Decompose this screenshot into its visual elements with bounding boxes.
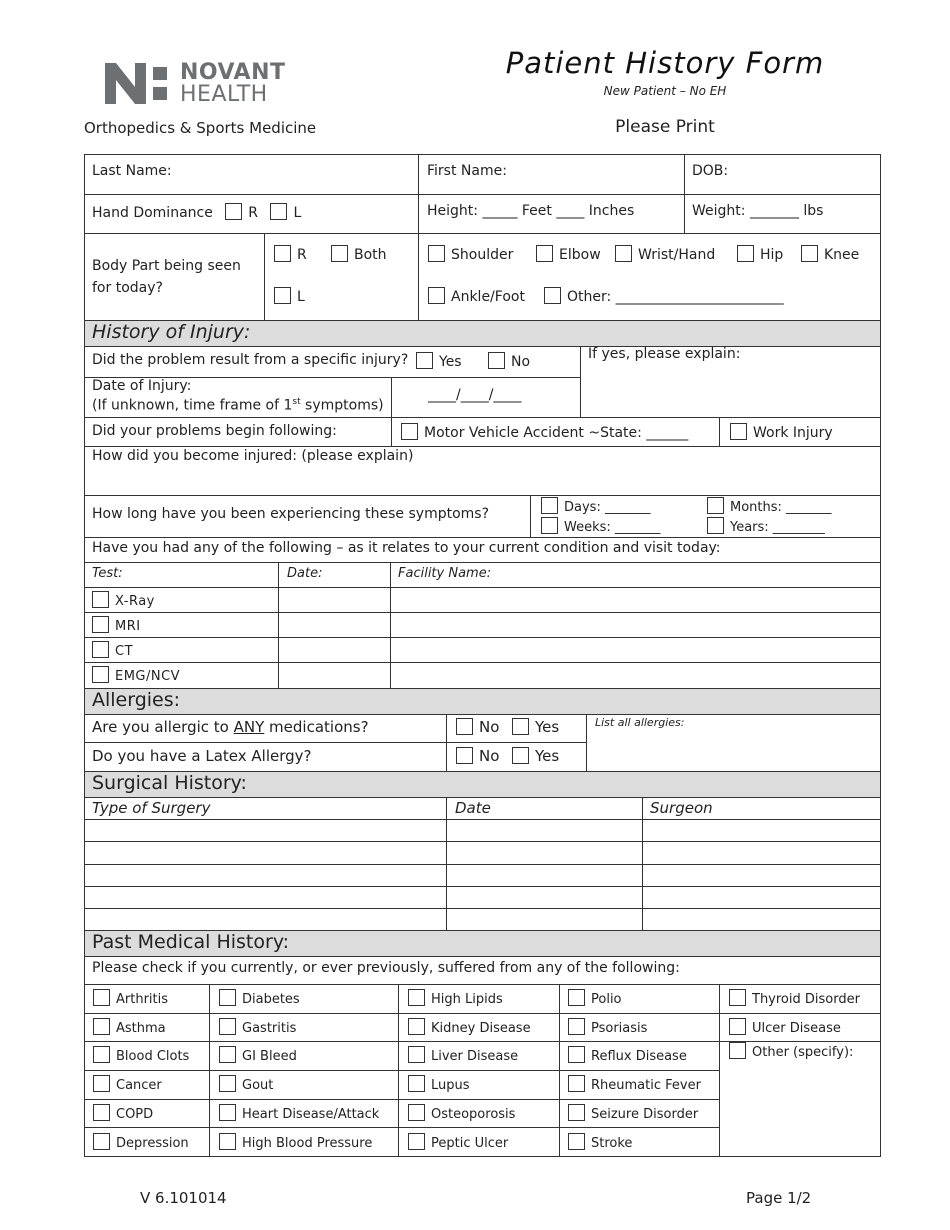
logo-wordmark-line2: HEALTH xyxy=(180,82,268,107)
grid-vline xyxy=(209,984,210,1157)
elbow-checkbox[interactable] xyxy=(536,245,553,262)
condition-option[interactable] xyxy=(408,1133,508,1151)
grid-hline xyxy=(84,662,881,663)
condition-checkbox[interactable] xyxy=(729,989,746,1006)
condition-option[interactable] xyxy=(408,1104,515,1122)
grid-hline xyxy=(84,984,881,985)
hip-option[interactable] xyxy=(737,245,783,263)
grid-vline xyxy=(390,562,391,689)
hand-r-checkbox[interactable] xyxy=(225,203,242,220)
condition-option[interactable] xyxy=(568,1046,687,1064)
grid-hline xyxy=(84,1156,881,1157)
latex-no-option[interactable] xyxy=(456,747,499,765)
med-yes-checkbox[interactable] xyxy=(512,718,529,735)
condition-checkbox[interactable] xyxy=(568,1075,585,1092)
specific-injury-question: Did the problem result from a specific injury? xyxy=(92,352,409,368)
condition-label: Cancer xyxy=(116,1078,162,1093)
grid-vline xyxy=(398,984,399,1157)
grid-vline xyxy=(719,417,720,447)
side-both-checkbox[interactable] xyxy=(331,245,348,262)
condition-option[interactable] xyxy=(93,1046,189,1064)
work-injury-checkbox[interactable] xyxy=(730,423,747,440)
grid-hline xyxy=(84,612,881,613)
condition-label: Liver Disease xyxy=(431,1049,519,1064)
days-label: Days: _______ xyxy=(564,500,651,515)
condition-label: Seizure Disorder xyxy=(591,1107,699,1122)
elbow-label: Elbow xyxy=(559,247,601,263)
condition-option[interactable] xyxy=(568,989,622,1007)
side-r-label: R xyxy=(297,247,307,263)
grid-hline xyxy=(84,742,587,743)
test-option[interactable] xyxy=(92,666,180,684)
grid-vline xyxy=(418,154,419,321)
form-title: Patient History Form xyxy=(505,46,825,80)
years-label: Years: ________ xyxy=(730,520,825,535)
first-name-label: First Name: xyxy=(427,163,507,179)
grid-hline xyxy=(84,819,881,820)
condition-checkbox[interactable] xyxy=(408,1046,425,1063)
grid-hline xyxy=(84,587,881,588)
med-no-option[interactable] xyxy=(456,718,499,736)
grid-hline xyxy=(84,1013,881,1014)
specific-yes-checkbox[interactable] xyxy=(416,352,433,369)
condition-checkbox[interactable] xyxy=(568,989,585,1006)
grid-hline xyxy=(84,886,881,887)
hip-label: Hip xyxy=(760,247,784,263)
weeks-checkbox[interactable] xyxy=(541,517,558,534)
condition-option[interactable] xyxy=(408,1075,470,1093)
grid-hline xyxy=(84,537,881,538)
condition-checkbox[interactable] xyxy=(408,1104,425,1121)
grid-vline xyxy=(391,417,392,447)
ankle-checkbox[interactable] xyxy=(428,287,445,304)
test-option[interactable] xyxy=(92,616,141,634)
grid-hline xyxy=(84,154,881,155)
grid-vline xyxy=(580,346,581,418)
months-label: Months: _______ xyxy=(730,500,832,515)
weeks-option[interactable] xyxy=(541,517,660,535)
problems-begin-question: Did your problems begin following: xyxy=(92,423,337,439)
grid-vline xyxy=(278,562,279,689)
shoulder-checkbox[interactable] xyxy=(428,245,445,262)
test-checkbox[interactable] xyxy=(92,616,109,633)
condition-option[interactable] xyxy=(93,1133,189,1151)
side-both-label: Both xyxy=(354,247,387,263)
band-allergies xyxy=(84,688,880,714)
med-yes-label: Yes xyxy=(535,718,560,736)
form-version: V 6.101014 xyxy=(140,1189,227,1207)
condition-label: High Lipids xyxy=(431,992,503,1007)
condition-option[interactable] xyxy=(219,1018,296,1036)
condition-label: Lupus xyxy=(431,1078,470,1093)
other-part-label: Other: ________________________ xyxy=(567,289,784,305)
list-allergies-label: List all allergies: xyxy=(595,716,685,729)
condition-checkbox[interactable] xyxy=(408,1133,425,1150)
condition-label: Gastritis xyxy=(242,1021,297,1036)
test-checkbox[interactable] xyxy=(92,666,109,683)
condition-label: Arthritis xyxy=(116,992,169,1007)
condition-option[interactable] xyxy=(219,1075,273,1093)
condition-label: Asthma xyxy=(116,1021,166,1036)
test-label: CT xyxy=(115,644,134,659)
months-option[interactable] xyxy=(707,497,832,515)
condition-option[interactable] xyxy=(93,1018,166,1036)
latex-yes-checkbox[interactable] xyxy=(512,747,529,764)
condition-checkbox[interactable] xyxy=(408,1075,425,1092)
grid-hline xyxy=(84,417,881,418)
body-part-label: Body Part being seen for today? xyxy=(92,258,241,296)
how-long-question: How long have you been experiencing these symptoms? xyxy=(92,506,490,522)
novant-logo-mark xyxy=(105,63,173,104)
condition-checkbox[interactable] xyxy=(729,1018,746,1035)
condition-checkbox[interactable] xyxy=(219,989,236,1006)
condition-label: Rheumatic Fever xyxy=(591,1078,701,1093)
hand-dominance-row xyxy=(92,203,301,221)
med-q-pre: Are you allergic to xyxy=(92,718,234,736)
ankle-option[interactable] xyxy=(428,287,525,305)
condition-option[interactable] xyxy=(219,1104,379,1122)
condition-label: Diabetes xyxy=(242,992,300,1007)
condition-option[interactable] xyxy=(729,1018,841,1036)
ankle-label: Ankle/Foot xyxy=(451,289,525,305)
condition-checkbox[interactable] xyxy=(93,989,110,1006)
condition-label: Stroke xyxy=(591,1136,633,1151)
condition-label: Blood Clots xyxy=(116,1049,190,1064)
grid-hline xyxy=(84,1127,720,1128)
mva-checkbox[interactable] xyxy=(401,423,418,440)
col-test-header: Test: xyxy=(92,566,123,581)
grid-hline xyxy=(84,495,881,496)
latex-yes-option[interactable] xyxy=(512,747,559,765)
latex-no-label: No xyxy=(479,747,500,765)
date-of-injury-note xyxy=(92,397,384,414)
hand-l-label: L xyxy=(293,205,302,221)
condition-label: Reflux Disease xyxy=(591,1049,687,1064)
grid-vline xyxy=(84,154,85,1157)
pmh-instruction: Please check if you currently, or ever previously, suffered from any of the following: xyxy=(92,960,680,976)
condition-option[interactable] xyxy=(568,1104,698,1122)
latex-no-checkbox[interactable] xyxy=(456,747,473,764)
grid-vline xyxy=(559,984,560,1157)
specific-no-label: No xyxy=(511,354,531,370)
condition-checkbox[interactable] xyxy=(93,1104,110,1121)
side-r-option[interactable] xyxy=(274,245,307,263)
hand-r-label: R xyxy=(248,205,259,221)
form-subtitle: New Patient – No EH xyxy=(603,84,727,98)
col-surgeon: Surgeon xyxy=(650,799,713,817)
condition-checkbox[interactable] xyxy=(219,1046,236,1063)
date-note-sup: st xyxy=(292,397,301,407)
condition-checkbox[interactable] xyxy=(219,1104,236,1121)
page-number: Page 1/2 xyxy=(746,1189,812,1207)
shoulder-label: Shoulder xyxy=(451,247,514,263)
grid-vline xyxy=(446,714,447,772)
elbow-option[interactable] xyxy=(536,245,601,263)
knee-option[interactable] xyxy=(801,245,859,263)
test-label: X-Ray xyxy=(115,594,155,609)
condition-label: Psoriasis xyxy=(591,1021,648,1036)
date-of-injury-label: Date of Injury: xyxy=(92,378,192,394)
condition-label: COPD xyxy=(116,1107,154,1122)
pmh-heading: Past Medical History: xyxy=(92,931,290,953)
grid-vline xyxy=(719,984,720,1157)
date-of-injury-field[interactable]: ____/____/____ xyxy=(428,387,522,403)
test-label: MRI xyxy=(115,619,141,634)
grid-hline xyxy=(84,562,881,563)
other-part-checkbox[interactable] xyxy=(544,287,561,304)
col-date-header: Date: xyxy=(287,566,323,581)
wrist-label: Wrist/Hand xyxy=(638,247,716,263)
grid-vline xyxy=(264,233,265,321)
dob-label: DOB: xyxy=(692,163,729,179)
days-checkbox[interactable] xyxy=(541,497,558,514)
condition-checkbox[interactable] xyxy=(408,1018,425,1035)
test-checkbox[interactable] xyxy=(92,591,109,608)
hand-dominance-label: Hand Dominance xyxy=(92,205,213,221)
mva-label: Motor Vehicle Accident ~State: ______ xyxy=(424,425,689,441)
side-l-checkbox[interactable] xyxy=(274,287,291,304)
condition-checkbox[interactable] xyxy=(729,1042,746,1059)
work-injury-label: Work Injury xyxy=(753,425,833,441)
hand-l-checkbox[interactable] xyxy=(270,203,287,220)
years-checkbox[interactable] xyxy=(707,517,724,534)
date-note-text: (If unknown, time frame of 1 xyxy=(92,397,293,414)
history-heading: History of Injury: xyxy=(92,321,251,343)
condition-option[interactable] xyxy=(219,989,300,1007)
test-option[interactable] xyxy=(92,641,133,659)
condition-label: GI Bleed xyxy=(242,1049,297,1064)
condition-option[interactable] xyxy=(408,989,503,1007)
print-note: Please Print xyxy=(615,117,715,137)
condition-checkbox[interactable] xyxy=(568,1104,585,1121)
weight-field[interactable]: Weight: _______ lbs xyxy=(692,203,824,219)
condition-option[interactable] xyxy=(219,1046,297,1064)
condition-option[interactable] xyxy=(729,1042,853,1060)
date-note-tail: symptoms) xyxy=(300,397,384,414)
condition-checkbox[interactable] xyxy=(219,1133,236,1150)
grid-hline xyxy=(84,908,881,909)
condition-option[interactable] xyxy=(219,1133,372,1151)
grid-hline xyxy=(84,841,881,842)
grid-vline xyxy=(446,797,447,931)
grid-hline xyxy=(84,864,881,865)
grid-hline xyxy=(84,637,881,638)
med-yes-option[interactable] xyxy=(512,718,559,736)
condition-checkbox[interactable] xyxy=(93,1046,110,1063)
condition-checkbox[interactable] xyxy=(93,1018,110,1035)
condition-checkbox[interactable] xyxy=(568,1018,585,1035)
condition-checkbox[interactable] xyxy=(568,1133,585,1150)
grid-hline xyxy=(84,956,881,957)
grid-hline xyxy=(84,797,881,798)
specific-no-checkbox[interactable] xyxy=(488,352,505,369)
knee-checkbox[interactable] xyxy=(801,245,818,262)
grid-vline xyxy=(684,154,685,234)
latex-yes-label: Yes xyxy=(535,747,560,765)
how-injured-question: How did you become injured: (please explain) xyxy=(92,448,414,464)
hip-checkbox[interactable] xyxy=(737,245,754,262)
condition-label: Peptic Ulcer xyxy=(431,1136,509,1151)
condition-label: Gout xyxy=(242,1078,274,1093)
grid-vline xyxy=(880,154,881,1157)
wrist-checkbox[interactable] xyxy=(615,245,632,262)
med-q-any: ANY xyxy=(233,718,265,736)
latex-allergy-question: Do you have a Latex Allergy? xyxy=(92,747,312,765)
med-allergy-question xyxy=(92,718,369,736)
grid-hline xyxy=(84,346,881,347)
allergies-heading: Allergies: xyxy=(92,689,181,711)
specific-yes-option[interactable] xyxy=(416,352,462,370)
condition-checkbox[interactable] xyxy=(568,1046,585,1063)
shoulder-option[interactable] xyxy=(428,245,513,263)
col-facility-header: Facility Name: xyxy=(398,566,492,581)
grid-vline xyxy=(586,714,587,772)
height-field[interactable]: Height: _____ Feet ____ Inches xyxy=(427,203,635,219)
condition-label: Polio xyxy=(591,992,622,1007)
condition-label: Depression xyxy=(116,1136,189,1151)
condition-label: Ulcer Disease xyxy=(752,1021,841,1036)
side-l-label: L xyxy=(297,289,305,305)
grid-vline xyxy=(391,377,392,418)
grid-hline xyxy=(84,688,881,689)
condition-label: Other (specify): xyxy=(752,1045,854,1060)
grid-hline xyxy=(84,446,881,447)
last-name-label: Last Name: xyxy=(92,163,172,179)
condition-checkbox[interactable] xyxy=(219,1018,236,1035)
condition-label: Kidney Disease xyxy=(431,1021,531,1036)
grid-hline xyxy=(84,1099,720,1100)
grid-hline xyxy=(84,1070,720,1071)
weeks-label: Weeks: _______ xyxy=(564,520,661,535)
condition-option[interactable] xyxy=(93,989,168,1007)
months-checkbox[interactable] xyxy=(707,497,724,514)
condition-label: Osteoporosis xyxy=(431,1107,516,1122)
if-yes-explain-label: If yes, please explain: xyxy=(588,346,741,362)
med-q-post: medications? xyxy=(264,718,369,736)
col-surgery-type: Type of Surgery xyxy=(92,799,211,817)
condition-checkbox[interactable] xyxy=(93,1075,110,1092)
mva-option[interactable] xyxy=(401,423,688,441)
condition-option[interactable] xyxy=(568,1018,647,1036)
condition-label: High Blood Pressure xyxy=(242,1136,373,1151)
side-both-option[interactable] xyxy=(331,245,387,263)
test-label: EMG/NCV xyxy=(115,669,181,684)
med-no-label: No xyxy=(479,718,500,736)
grid-vline xyxy=(530,495,531,538)
condition-checkbox[interactable] xyxy=(93,1133,110,1150)
wrist-option[interactable] xyxy=(615,245,715,263)
grid-hline xyxy=(84,194,881,195)
condition-checkbox[interactable] xyxy=(408,989,425,1006)
condition-option[interactable] xyxy=(408,1018,531,1036)
condition-label: Thyroid Disorder xyxy=(752,992,860,1007)
test-option[interactable] xyxy=(92,591,155,609)
surgical-heading: Surgical History: xyxy=(92,772,247,794)
knee-label: Knee xyxy=(824,247,860,263)
condition-option[interactable] xyxy=(408,1046,518,1064)
department-name: Orthopedics & Sports Medicine xyxy=(84,119,317,137)
side-l-option[interactable] xyxy=(274,287,305,305)
side-r-checkbox[interactable] xyxy=(274,245,291,262)
col-surgery-date: Date xyxy=(455,799,491,817)
test-checkbox[interactable] xyxy=(92,641,109,658)
tests-question: Have you had any of the following – as it relates to your current condition and visit today: xyxy=(92,540,721,556)
grid-vline xyxy=(642,797,643,931)
grid-hline xyxy=(84,233,881,234)
condition-option[interactable] xyxy=(729,989,860,1007)
specific-no-option[interactable] xyxy=(488,352,530,370)
other-part-option[interactable] xyxy=(544,287,784,305)
grid-hline xyxy=(84,714,881,715)
condition-label: Heart Disease/Attack xyxy=(242,1107,380,1122)
condition-option[interactable] xyxy=(93,1075,162,1093)
logo-wordmark-line1: NOVANT xyxy=(180,60,286,85)
condition-option[interactable] xyxy=(93,1104,153,1122)
condition-checkbox[interactable] xyxy=(219,1075,236,1092)
years-option[interactable] xyxy=(707,517,825,535)
days-option[interactable] xyxy=(541,497,650,515)
med-no-checkbox[interactable] xyxy=(456,718,473,735)
condition-option[interactable] xyxy=(568,1133,632,1151)
work-injury-option[interactable] xyxy=(730,423,833,441)
specific-yes-label: Yes xyxy=(439,354,462,370)
condition-option[interactable] xyxy=(568,1075,701,1093)
